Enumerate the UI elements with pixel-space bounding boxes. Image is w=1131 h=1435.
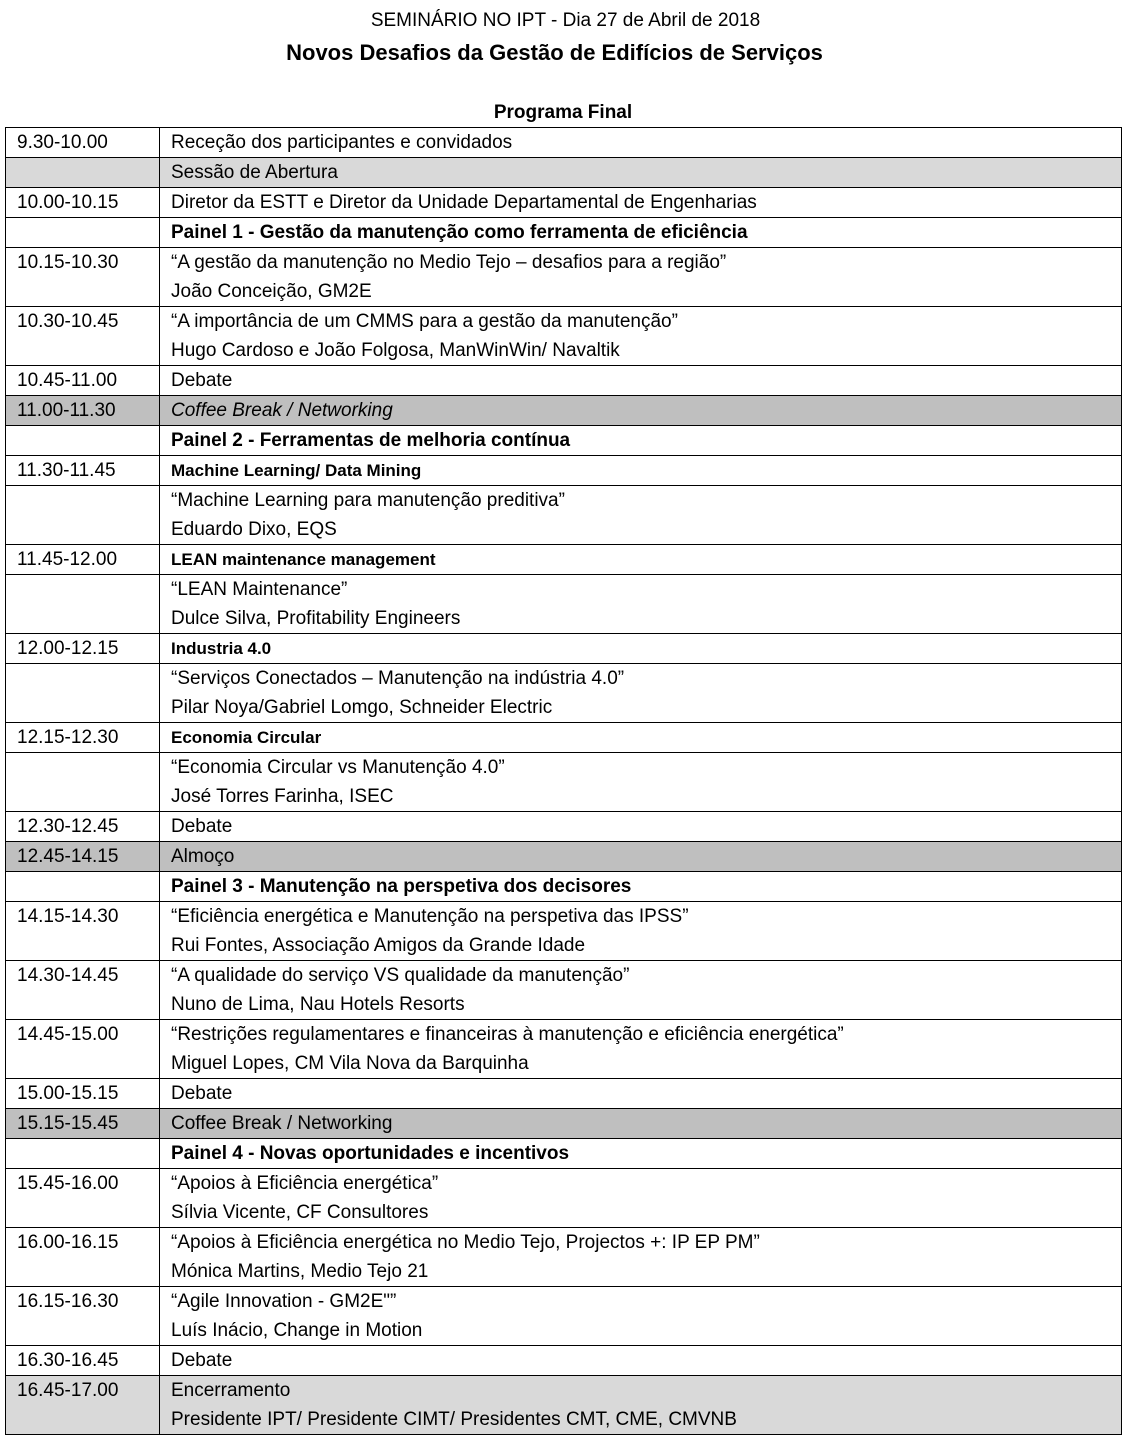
- speaker-line: José Torres Farinha, ISEC: [171, 786, 394, 807]
- description-line: “LEAN Maintenance”: [171, 579, 348, 600]
- description-line: Debate: [171, 370, 233, 391]
- description-line: Encerramento: [171, 1380, 291, 1401]
- time-cell: 12.30-12.45: [6, 812, 160, 842]
- description-line: “Agile Innovation - GM2E"”: [171, 1291, 397, 1312]
- schedule-row: [6, 812, 1122, 842]
- speaker-line: Rui Fontes, Associação Amigos da Grande Idade: [171, 935, 586, 956]
- time-cell: 9.30-10.00: [6, 128, 160, 158]
- description-cell: [160, 456, 1122, 486]
- time-cell: 12.45-14.15: [6, 842, 160, 872]
- time-cell: 10.45-11.00: [6, 366, 160, 396]
- time-cell: [6, 575, 160, 634]
- time-cell: 11.30-11.45: [6, 456, 160, 486]
- time-cell: [6, 1139, 160, 1169]
- program-label: Programa Final: [493, 102, 633, 123]
- speaker-line: Eduardo Dixo, EQS: [171, 519, 337, 540]
- schedule-row: [6, 902, 1122, 961]
- description-cell: [160, 1287, 1122, 1346]
- schedule-row: [6, 218, 1122, 248]
- description-cell: [160, 1169, 1122, 1228]
- time-cell: 12.00-12.15: [6, 634, 160, 664]
- description-cell: [160, 1139, 1122, 1169]
- description-cell: [160, 961, 1122, 1020]
- description-line: Receção dos participantes e convidados: [171, 132, 513, 153]
- description-cell: [160, 575, 1122, 634]
- schedule-row: [6, 128, 1122, 158]
- description-line: “Apoios à Eficiência energética no Medio Tejo, Projectos +: IP EP PM”: [171, 1232, 760, 1253]
- time-cell: 11.00-11.30: [6, 396, 160, 426]
- description-line: Coffee Break / Networking: [171, 400, 393, 421]
- schedule-row: [6, 188, 1122, 218]
- description-cell: [160, 812, 1122, 842]
- schedule-row: [6, 842, 1122, 872]
- description-line: “Restrições regulamentares e financeiras à manutenção e eficiência energética”: [171, 1024, 844, 1045]
- schedule-row: [6, 396, 1122, 426]
- time-cell: 10.00-10.15: [6, 188, 160, 218]
- schedule-row: [6, 961, 1122, 1020]
- time-cell: 16.30-16.45: [6, 1346, 160, 1376]
- time-cell: [6, 218, 160, 248]
- schedule-row: [6, 1228, 1122, 1287]
- description-cell: [160, 396, 1122, 426]
- schedule-row: [6, 307, 1122, 366]
- speaker-line: Mónica Martins, Medio Tejo 21: [171, 1261, 429, 1282]
- description-line: Sessão de Abertura: [171, 162, 338, 183]
- schedule-row: [6, 1346, 1122, 1376]
- speaker-line: João Conceição, GM2E: [171, 281, 372, 302]
- description-line: “A qualidade do serviço VS qualidade da manutenção”: [171, 965, 630, 986]
- description-cell: [160, 1079, 1122, 1109]
- description-line: Machine Learning/ Data Mining: [171, 461, 422, 480]
- description-line: Debate: [171, 816, 233, 837]
- speaker-line: Pilar Noya/Gabriel Lomgo, Schneider Electric: [171, 697, 553, 718]
- schedule-table: [5, 127, 1122, 1435]
- schedule-row: [6, 753, 1122, 812]
- description-cell: [160, 723, 1122, 753]
- time-cell: [6, 426, 160, 456]
- schedule-row: [6, 426, 1122, 456]
- description-line: Painel 2 - Ferramentas de melhoria contínua: [171, 430, 571, 451]
- description-line: LEAN maintenance management: [171, 550, 436, 569]
- description-line: “A importância de um CMMS para a gestão da manutenção”: [171, 311, 678, 332]
- description-line: “Serviços Conectados – Manutenção na indústria 4.0”: [171, 668, 625, 689]
- time-cell: [6, 872, 160, 902]
- description-cell: [160, 1346, 1122, 1376]
- description-line: “Economia Circular vs Manutenção 4.0”: [171, 757, 505, 778]
- description-line: Economia Circular: [171, 728, 322, 747]
- schedule-row: [6, 545, 1122, 575]
- description-cell: [160, 664, 1122, 723]
- schedule-row: [6, 248, 1122, 307]
- schedule-row: [6, 1109, 1122, 1139]
- description-cell: [160, 545, 1122, 575]
- schedule-row: [6, 1169, 1122, 1228]
- speaker-line: Sílvia Vicente, CF Consultores: [171, 1202, 429, 1223]
- description-cell: [160, 634, 1122, 664]
- schedule-row: [6, 575, 1122, 634]
- description-line: Debate: [171, 1350, 233, 1371]
- description-line: Coffee Break / Networking: [171, 1113, 393, 1134]
- description-line: Painel 3 - Manutenção na perspetiva dos decisores: [171, 876, 632, 897]
- time-cell: 16.15-16.30: [6, 1287, 160, 1346]
- description-cell: [160, 902, 1122, 961]
- speaker-line: Miguel Lopes, CM Vila Nova da Barquinha: [171, 1053, 529, 1074]
- seminar-line: SEMINÁRIO NO IPT - Dia 27 de Abril de 2018: [370, 10, 761, 31]
- speaker-line: Dulce Silva, Profitability Engineers: [171, 608, 461, 629]
- speaker-line: Hugo Cardoso e João Folgosa, ManWinWin/ Navaltik: [171, 340, 620, 361]
- time-cell: [6, 486, 160, 545]
- time-cell: 14.45-15.00: [6, 1020, 160, 1079]
- time-cell: [6, 664, 160, 723]
- schedule-row: [6, 1079, 1122, 1109]
- speaker-line: Luís Inácio, Change in Motion: [171, 1320, 423, 1341]
- time-cell: 14.30-14.45: [6, 961, 160, 1020]
- time-cell: 15.45-16.00: [6, 1169, 160, 1228]
- description-cell: [160, 128, 1122, 158]
- description-line: “Eficiência energética e Manutenção na perspetiva das IPSS”: [171, 906, 689, 927]
- description-cell: [160, 248, 1122, 307]
- description-cell: [160, 486, 1122, 545]
- schedule-row: [6, 158, 1122, 188]
- time-cell: 12.15-12.30: [6, 723, 160, 753]
- time-cell: 15.00-15.15: [6, 1079, 160, 1109]
- time-cell: 16.45-17.00: [6, 1376, 160, 1435]
- description-cell: [160, 842, 1122, 872]
- schedule-row: [6, 872, 1122, 902]
- description-cell: [160, 218, 1122, 248]
- description-cell: [160, 366, 1122, 396]
- description-cell: [160, 1376, 1122, 1435]
- speaker-line: Presidente IPT/ Presidente CIMT/ Presidentes CMT, CME, CMVNB: [171, 1409, 737, 1430]
- description-cell: [160, 872, 1122, 902]
- description-line: Industria 4.0: [171, 639, 272, 658]
- time-cell: 15.15-15.45: [6, 1109, 160, 1139]
- description-line: “Machine Learning para manutenção preditiva”: [171, 490, 565, 511]
- description-cell: [160, 188, 1122, 218]
- schedule-row: [6, 486, 1122, 545]
- time-cell: [6, 753, 160, 812]
- description-line: Almoço: [171, 846, 235, 867]
- description-cell: [160, 1020, 1122, 1079]
- speaker-line: Nuno de Lima, Nau Hotels Resorts: [171, 994, 465, 1015]
- time-cell: 14.15-14.30: [6, 902, 160, 961]
- document-title: Novos Desafios da Gestão de Edifícios de Serviços: [286, 40, 823, 65]
- schedule-row: [6, 1376, 1122, 1435]
- description-line: Diretor da ESTT e Diretor da Unidade Departamental de Engenharias: [171, 192, 757, 213]
- schedule-row: [6, 366, 1122, 396]
- description-cell: [160, 426, 1122, 456]
- description-line: “Apoios à Eficiência energética”: [171, 1173, 439, 1194]
- schedule-body: [6, 128, 1122, 1435]
- description-line: Debate: [171, 1083, 233, 1104]
- schedule-row: [6, 1287, 1122, 1346]
- description-line: “A gestão da manutenção no Medio Tejo – desafios para a região”: [171, 252, 727, 273]
- description-cell: [160, 753, 1122, 812]
- schedule-row: [6, 1139, 1122, 1169]
- time-cell: 16.00-16.15: [6, 1228, 160, 1287]
- description-line: Painel 1 - Gestão da manutenção como ferramenta de eficiência: [171, 222, 748, 243]
- description-cell: [160, 307, 1122, 366]
- time-cell: 10.30-10.45: [6, 307, 160, 366]
- description-line: Painel 4 - Novas oportunidades e incentivos: [171, 1143, 570, 1164]
- time-cell: 11.45-12.00: [6, 545, 160, 575]
- time-cell: 10.15-10.30: [6, 248, 160, 307]
- description-cell: [160, 1109, 1122, 1139]
- schedule-row: [6, 723, 1122, 753]
- schedule-row: [6, 456, 1122, 486]
- time-cell: [6, 158, 160, 188]
- description-cell: [160, 1228, 1122, 1287]
- schedule-row: [6, 634, 1122, 664]
- description-cell: [160, 158, 1122, 188]
- schedule-row: [6, 664, 1122, 723]
- schedule-row: [6, 1020, 1122, 1079]
